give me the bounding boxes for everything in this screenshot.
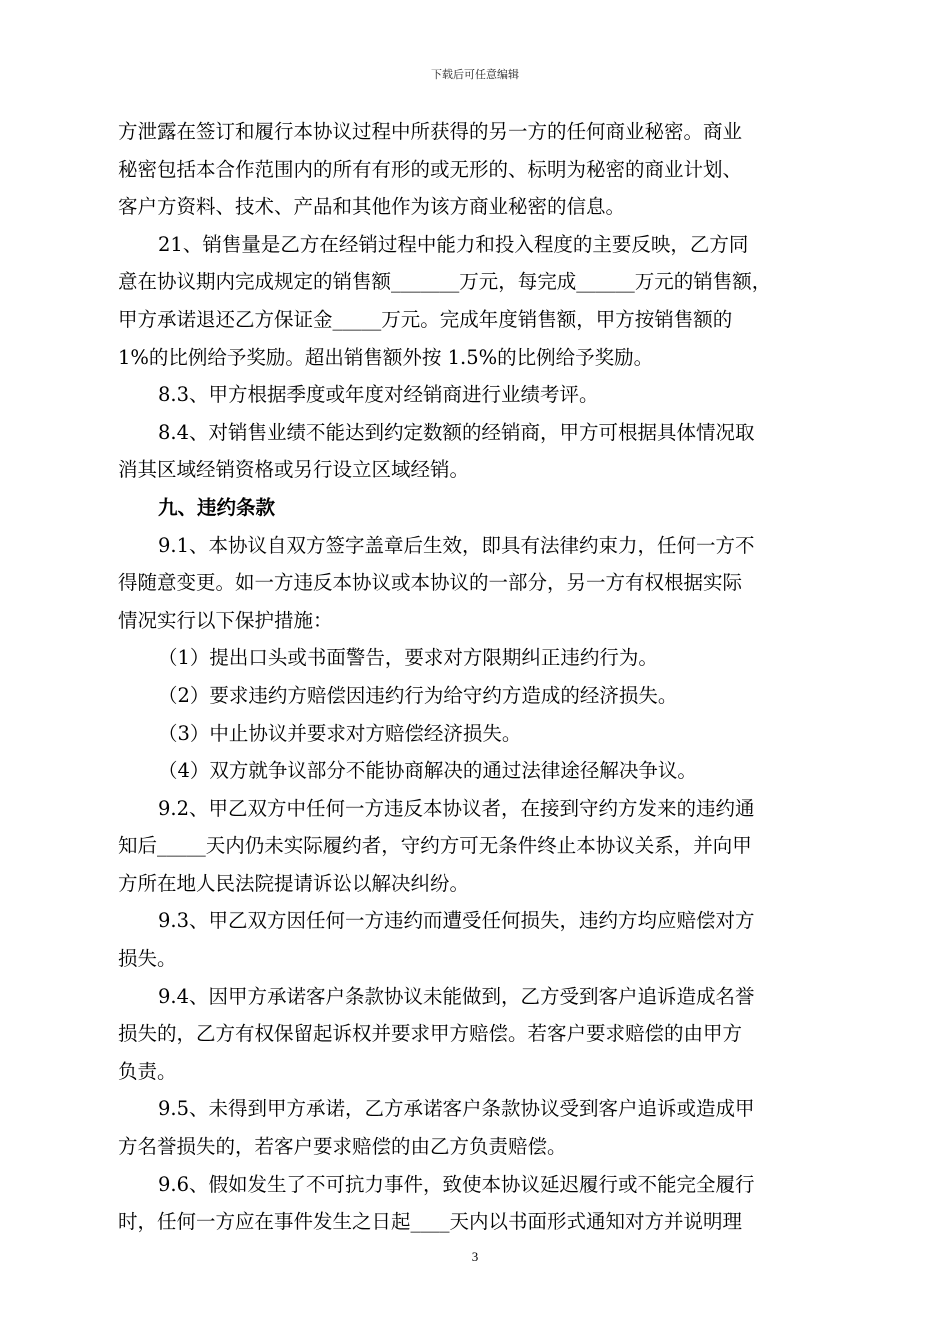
text-line: 方泄露在签订和履行本协议过程中所获得的另一方的任何商业秘密。商业 [118,120,743,143]
text-line: 得随意变更。如一方违反本协议或本协议的一部分，另一方有权根据实际 [118,571,743,595]
text-line: 时，任何一方应在事件发生之日起____天内以书面形式通知对方并说明理 [118,1210,743,1234]
text-line: 甲方承诺退还乙方保证金_____万元。完成年度销售额，甲方按销售额的 [118,307,733,331]
text-line: （4）双方就争议部分不能协商解决的通过法律途径解决争议。 [158,759,697,783]
text-line: 方所在地人民法院提请诉讼以解决纠纷。 [118,871,470,895]
text-line: 意在协议期内完成规定的销售额_______万元，每完成______万元的销售额， [118,270,772,294]
text-line: 负责。 [118,1059,177,1083]
text-line: 21、销售量是乙方在经销过程中能力和投入程度的主要反映，乙方同 [158,232,749,256]
text-line: 8.3、甲方根据季度或年度对经销商进行业绩考评。 [158,383,599,407]
text-line: 方名誉损失的，若客户要求赔偿的由乙方负责赔偿。 [118,1135,567,1159]
text-line: 情况实行以下保护措施： [118,608,333,632]
section-heading: 九、违约条款 [158,495,276,519]
document-body [118,118,853,1246]
text-line: （3）中止协议并要求对方赔偿经济损失。 [158,721,522,745]
text-line: 8.4、对销售业绩不能达到约定数额的经销商，甲方可根据具体情况取 [158,420,755,444]
page-number: 3 [471,1249,479,1264]
text-line: 9.2、甲乙双方中任何一方违反本协议者，在接到守约方发来的违约通 [158,796,755,820]
text-line: 损失。 [118,947,177,971]
text-line: （2）要求违约方赔偿因违约行为给守约方造成的经济损失。 [158,683,678,707]
text-line: 9.4、因甲方承诺客户条款协议未能做到，乙方受到客户追诉造成名誉 [158,984,755,1008]
text-line: 9.6、假如发生了不可抗力事件，致使本协议延迟履行或不能完全履行 [158,1172,755,1196]
text-line: 9.5、未得到甲方承诺，乙方承诺客户条款协议受到客户追诉或造成甲 [158,1097,755,1121]
text-line: 损失的，乙方有权保留起诉权并要求甲方赔偿。若客户要求赔偿的由甲方 [118,1022,743,1046]
text-line: 客户方资料、技术、产品和其他作为该方商业秘密的信息。 [118,195,626,219]
text-line: 1%的比例给予奖励。超出销售额外按 1.5%的比例给予奖励。 [118,345,654,369]
text-line: 9.1、本协议自双方签字盖章后生效，即具有法律约束力，任何一方不 [158,533,755,557]
text-line: 知后_____天内仍未实际履约者，守约方可无条件终止本协议关系，并向甲 [118,834,752,858]
text-line: 秘密包括本合作范围内的所有有形的或无形的、标明为秘密的商业计划、 [118,157,743,181]
text-line: 9.3、甲乙双方因任何一方违约而遭受任何损失，违约方均应赔偿对方 [158,909,755,933]
text-line: 消其区域经销资格或另行设立区域经销。 [118,458,470,482]
page-header: 下载后可任意编辑 [431,68,519,81]
text-line: （1）提出口头或书面警告，要求对方限期纠正违约行为。 [158,646,658,670]
